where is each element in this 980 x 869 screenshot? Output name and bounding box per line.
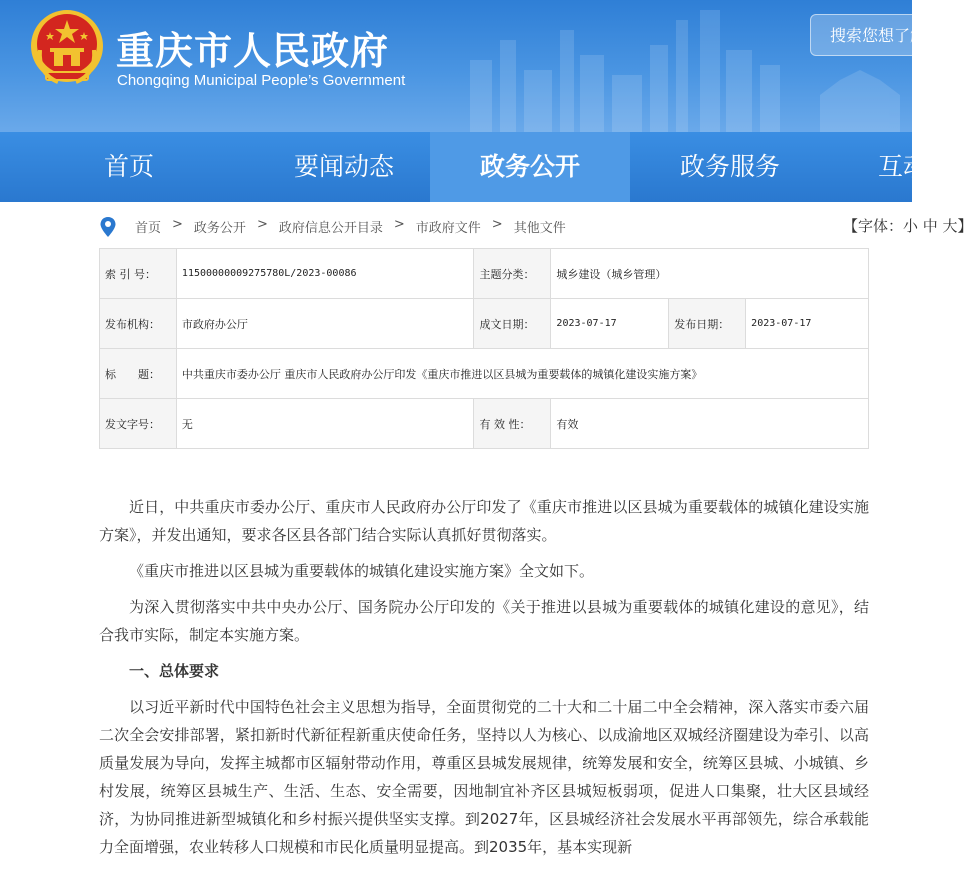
nav-item-gov-affairs-open[interactable]: 政务公开 xyxy=(430,132,630,202)
article-body xyxy=(99,493,869,869)
breadcrumb xyxy=(135,217,566,236)
index-no-label: 索 引 号： xyxy=(100,249,177,299)
search-box[interactable] xyxy=(810,14,940,56)
table-row xyxy=(100,349,869,399)
site-header xyxy=(0,0,912,132)
breadcrumb-item-other-docs[interactable]: 其他文件 xyxy=(513,221,566,236)
breadcrumb-separator: > xyxy=(172,217,183,232)
nav-item-gov-service[interactable]: 政务服务 xyxy=(679,152,780,181)
breadcrumb-item-home[interactable]: 首页 xyxy=(135,221,162,236)
publish-date-value: 2023-07-17 xyxy=(746,299,869,349)
index-no-value: 11500000009275780L/2023-00086 xyxy=(176,249,474,299)
title-value: 中共重庆市委办公厅 重庆市人民政府办公厅印发《重庆市推进以区县城为重要载体的城镇化建设实施方案》 xyxy=(176,349,868,399)
written-date-value: 2023-07-17 xyxy=(551,299,669,349)
national-emblem-logo[interactable] xyxy=(28,8,106,90)
publisher-value: 市政府办公厅 xyxy=(176,299,474,349)
nav-item-news[interactable]: 要闻动态 xyxy=(293,152,394,181)
section-heading: 一、总体要求 xyxy=(129,662,220,680)
doc-no-value: 无 xyxy=(176,399,474,449)
breadcrumb-separator: > xyxy=(393,217,405,232)
breadcrumb-separator: > xyxy=(256,217,268,232)
topic-value: 城乡建设（城乡管理） xyxy=(551,249,869,299)
nav-item-home[interactable]: 首页 xyxy=(103,152,154,181)
table-row xyxy=(100,299,869,349)
article-paragraph: 近日，中共重庆市委办公厅、重庆市人民政府办公厅印发了《重庆市推进以区县城为重要载体的城镇化建设实施方案》，并发出通知，要求各区县各部门结合实际认真抓好贯彻落实。 xyxy=(99,498,869,544)
written-date-label: 成文日期： xyxy=(474,299,551,349)
article-paragraph: 以习近平新时代中国特色社会主义思想为指导，全面贯彻党的二十大和二十届二中全会精神，深入落实市委六届二次全会安排部署，紧扣新时代新征程新重庆使命任务，坚持以人为核心、以成渝地区双城经济圈建设为牵引、以高质量发展为导向，发挥主城都市区辐射带动作用，尊重区县城发展规律，统筹发展和安全，统筹区县城、小城镇、乡村发展，统筹区县城生产、生活、生态、安全需要，因地制宜补齐区县城短板弱项，促进人口集聚，壮大区县域经济，为协同推进新型城镇化和乡村振兴提供坚实支撑。到2027年，区县城经济社会发展水平再部领先，综合承载能力全面增强，农业转移人口规模和市民化质量明显提高。到2035年，基本实现新 xyxy=(99,698,869,856)
table-row xyxy=(100,399,869,449)
validity-label: 有 效 性： xyxy=(474,399,551,449)
font-size-control[interactable]: 【字体：小 中 大】 xyxy=(843,217,973,235)
site-title[interactable]: 重庆市人民政府 xyxy=(116,29,390,73)
search-input[interactable] xyxy=(811,15,939,55)
document-meta-table xyxy=(99,248,869,449)
location-pin-icon xyxy=(99,216,117,238)
site-subtitle: Chongqing Municipal People’s Government xyxy=(117,72,406,89)
publisher-label: 发布机构： xyxy=(100,299,177,349)
breadcrumb-item-municipal-docs[interactable]: 市政府文件 xyxy=(415,221,481,236)
publish-date-label: 发布日期： xyxy=(669,299,746,349)
breadcrumb-item-info-catalog[interactable]: 政府信息公开目录 xyxy=(278,221,383,236)
doc-no-label: 发文字号： xyxy=(100,399,177,449)
breadcrumb-bar xyxy=(0,202,973,248)
article-paragraph: 《重庆市推进以区县城为重要载体的城镇化建设实施方案》全文如下。 xyxy=(129,562,595,580)
title-label: 标 题： xyxy=(100,349,177,399)
table-row xyxy=(100,249,869,299)
topic-label: 主题分类： xyxy=(474,249,551,299)
main-nav xyxy=(0,132,979,202)
breadcrumb-item-gov-affairs-open[interactable]: 政务公开 xyxy=(193,221,246,236)
validity-value: 有效 xyxy=(551,399,869,449)
article-paragraph: 为深入贯彻落实中共中央办公厅、国务院办公厅印发的《关于推进以县城为重要载体的城镇化建设的意见》，结合我市实际，制定本实施方案。 xyxy=(99,598,869,644)
breadcrumb-separator: > xyxy=(491,217,503,232)
nav-item-interaction[interactable]: 互动交流 xyxy=(878,152,979,181)
